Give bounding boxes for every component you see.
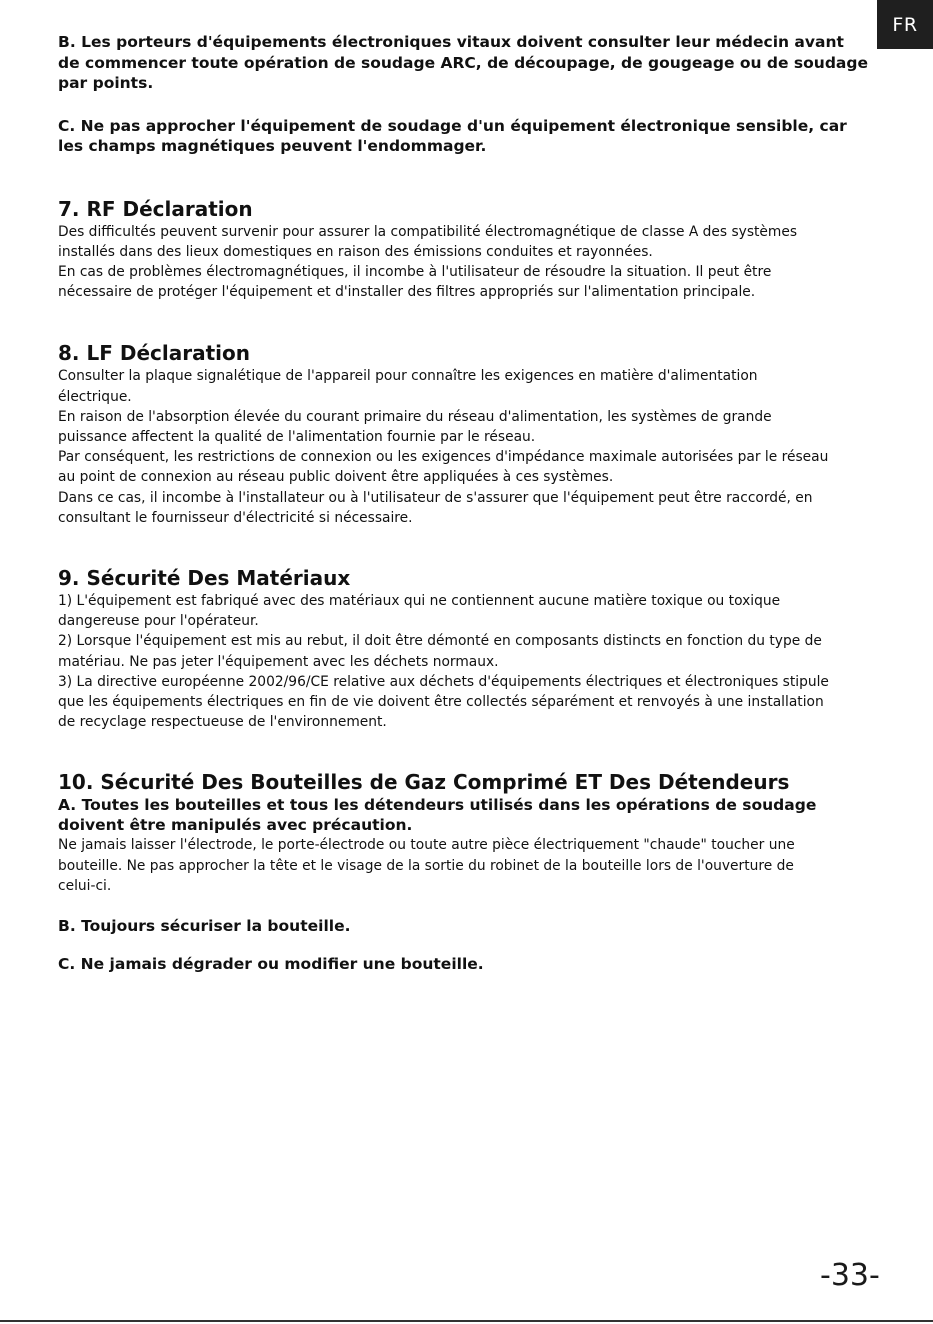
intro-b-line: B. Les porteurs d'équipements électroniques vitaux doivent consulter leur médecin avant <box>58 33 844 51</box>
language-tab: FR <box>877 0 933 49</box>
section-10-a-heading-line: doivent être manipulés avec précaution. <box>58 816 413 835</box>
section-10-a-heading-line: A. Toutes les bouteilles et tous les détendeurs utilisés dans les opérations de soudage <box>58 796 817 815</box>
section-8-line: Consulter la plaque signalétique de l'appareil pour connaître les exigences en matière d'alimentation <box>58 368 758 385</box>
intro-b-paragraph <box>58 32 876 94</box>
section-9-line: dangereuse pour l'opérateur. <box>58 613 259 630</box>
section-8-line: Par conséquent, les restrictions de connexion ou les exigences d'impédance maximale autorisées par le réseau <box>58 449 829 466</box>
section-7-line: En cas de problèmes électromagnétiques, il incombe à l'utilisateur de résoudre la situation. Il peut être <box>58 263 772 280</box>
intro-b-line: par points. <box>58 74 154 92</box>
section-7-title: 7. RF Déclaration <box>58 196 253 221</box>
intro-c-line: les champs magnétiques peuvent l'endommager. <box>58 137 487 155</box>
section-10-a-body-line: Ne jamais laisser l'électrode, le porte-électrode ou toute autre pièce électriquement "chaude" toucher une <box>58 837 795 854</box>
section-7-line: installés dans des lieux domestiques en raison des émissions conduites et rayonnées. <box>58 243 653 260</box>
section-9-line: matériau. Ne pas jeter l'équipement avec les déchets normaux. <box>58 653 499 670</box>
section-9-title: 9. Sécurité Des Matériaux <box>58 565 351 590</box>
section-8-line: consultant le fournisseur d'électricité si nécessaire. <box>58 509 413 526</box>
bottom-divider <box>0 1320 933 1322</box>
section-7-line: nécessaire de protéger l'équipement et d'installer des filtres appropriés sur l'alimentation principale. <box>58 284 756 301</box>
intro-c-line: C. Ne pas approcher l'équipement de soudage d'un équipement électronique sensible, car <box>58 116 847 135</box>
section-9-line: 1) L'équipement est fabriqué avec des matériaux qui ne contiennent aucune matière toxique ou toxique <box>58 592 781 609</box>
section-8-line: En raison de l'absorption élevée du courant primaire du réseau d'alimentation, les systèmes de grande <box>58 408 772 425</box>
section-8-line: Dans ce cas, il incombe à l'installateur ou à l'utilisateur de s'assurer que l'équipement peut être raccordé, en <box>58 489 813 506</box>
section-8-line: électrique. <box>58 388 132 405</box>
section-10-c: C. Ne jamais dégrader ou modifier une bouteille. <box>58 954 484 973</box>
section-9-line: que les équipements électriques en fin de vie doivent être collectés séparément et renvoyés à une installation <box>58 693 824 710</box>
section-9-line: de recyclage respectueuse de l'environnement. <box>58 714 387 731</box>
section-7-line: Des difficultés peuvent survenir pour assurer la compatibilité électromagnétique de classe A des systèmes <box>58 223 798 240</box>
section-7 <box>58 196 876 303</box>
section-8-title: 8. LF Déclaration <box>58 341 250 366</box>
section-10-b: B. Toujours sécuriser la bouteille. <box>58 916 351 935</box>
section-10-a-body-line: bouteille. Ne pas approcher la tête et le visage de la sortie du robinet de la bouteille lors de l'ouverture de <box>58 857 794 874</box>
section-9 <box>58 565 876 732</box>
section-9-line: 3) La directive européenne 2002/96/CE relative aux déchets d'équipements électriques et électroniques stipule <box>58 673 829 690</box>
page-content <box>58 32 876 974</box>
section-9-line: 2) Lorsque l'équipement est mis au rebut, il doit être démonté en composants distincts en fonction du type de <box>58 633 822 650</box>
intro-c-paragraph <box>58 116 876 157</box>
section-10 <box>58 769 876 974</box>
section-10-a-body-line: celui-ci. <box>58 877 112 894</box>
section-8 <box>58 340 876 528</box>
intro-b-line: de commencer toute opération de soudage ARC, de découpage, de gougeage ou de soudage <box>58 53 869 72</box>
section-8-line: au point de connexion au réseau public doivent être appliquées à ces systèmes. <box>58 469 614 486</box>
section-8-line: puissance affectent la qualité de l'alimentation fournie par le réseau. <box>58 428 536 445</box>
section-10-title: 10. Sécurité Des Bouteilles de Gaz Comprimé ET Des Détendeurs <box>58 770 790 795</box>
page-number: -33- <box>820 1258 880 1293</box>
